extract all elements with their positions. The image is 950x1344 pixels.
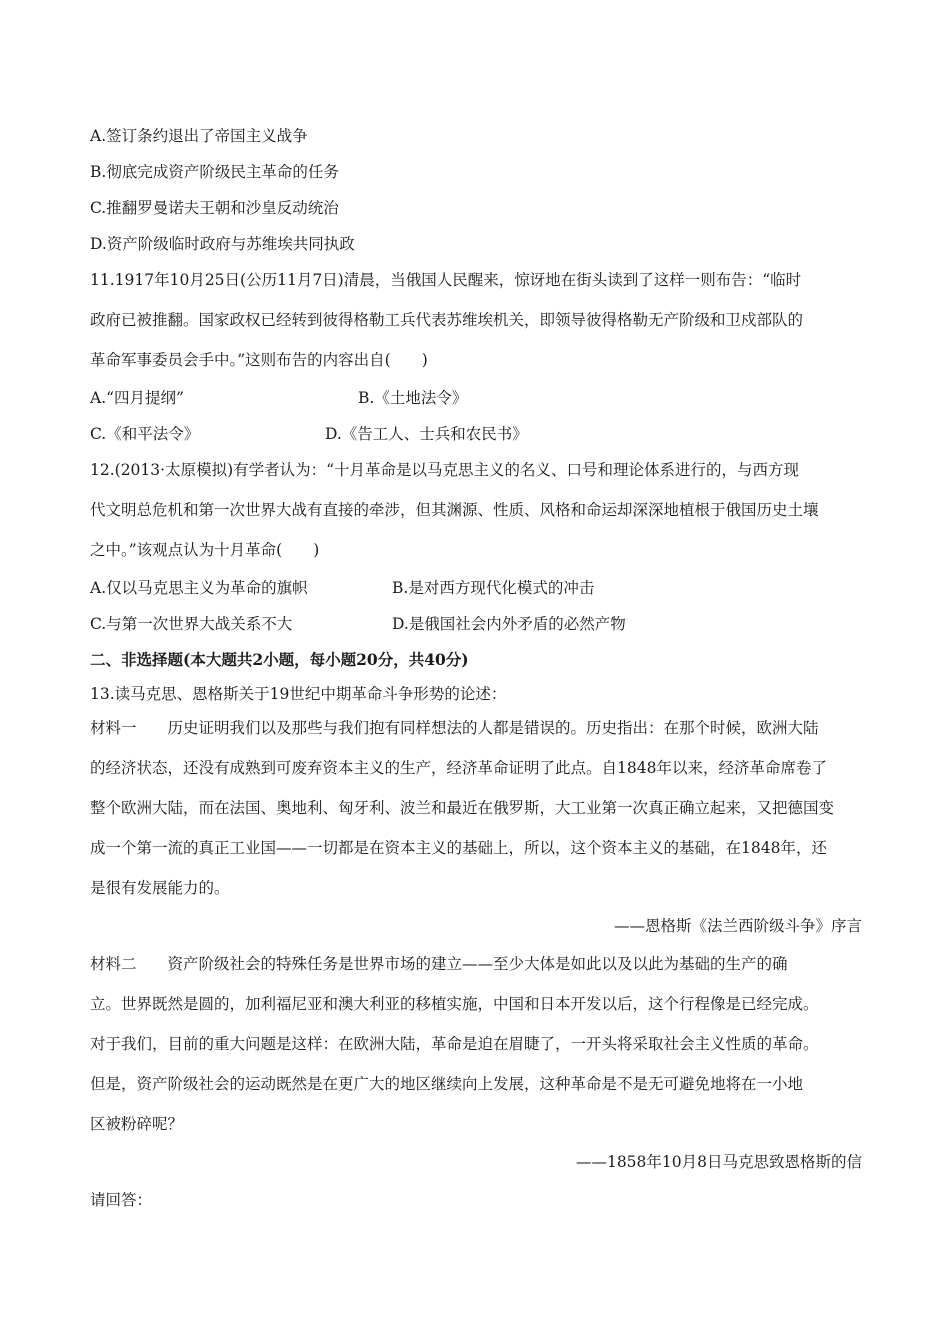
q12-stem-line-2: 代文明总危机和第一次世界大战有直接的牵涉，但其渊源、性质、风格和命运却深深地植根于俄国历史土壤 <box>90 501 819 519</box>
q10-option-c: C.推翻罗曼诺夫王朝和沙皇反动统治 <box>90 199 339 217</box>
material1-source: ——恩格斯《法兰西阶级斗争》序言 <box>613 917 862 935</box>
material2-line-5: 区被粉碎呢？ <box>90 1115 184 1133</box>
q12-stem-line-1: 12.(2013·太原模拟)有学者认为：“十月革命是以马克思主义的名义、口号和理论体系进行的，与西方现 <box>90 461 800 479</box>
q11-stem-line-3: 革命军事委员会手中。”这则布告的内容出自( ) <box>90 351 428 369</box>
q11-option-b: B.《土地法令》 <box>358 389 468 407</box>
material2-source: ——1858年10月8日马克思致恩格斯的信 <box>575 1153 862 1171</box>
q11-option-c: C.《和平法令》 <box>90 425 200 443</box>
answer-prompt: 请回答： <box>90 1191 153 1209</box>
q10-option-a: A.签订条约退出了帝国主义战争 <box>90 127 308 145</box>
material1-line-2: 的经济状态，还没有成熟到可废弃资本主义的生产，经济革命证明了此点。自1848年以来，经济革命席卷了 <box>90 759 827 777</box>
q12-option-a: A.仅以马克思主义为革命的旗帜 <box>90 579 308 597</box>
q10-option-b: B.彻底完成资产阶级民主革命的任务 <box>90 163 339 181</box>
material1-line-1: 材料一 历史证明我们以及那些与我们抱有同样想法的人都是错误的。历史指出：在那个时候，欧洲大陆 <box>90 719 819 737</box>
material1-line-4: 成一个第一流的真正工业国——一切都是在资本主义的基础上，所以，这个资本主义的基础，在1848年，还 <box>90 839 827 857</box>
q11-option-a: A.“四月提纲” <box>90 389 184 407</box>
material2-line-4: 但是，资产阶级社会的运动既然是在更广大的地区继续向上发展，这种革命是不是无可避免地将在一小地 <box>90 1075 804 1093</box>
q11-stem-line-2: 政府已被推翻。国家政权已经转到彼得格勒工兵代表苏维埃机关，即领导彼得格勒无产阶级和卫戍部队的 <box>90 311 804 329</box>
material2-line-2: 立。世界既然是圆的，加利福尼亚和澳大利亚的移植实施，中国和日本开发以后，这个行程像是已经完成。 <box>90 995 819 1013</box>
q11-stem-line-1: 11.1917年10月25日(公历11月7日)清晨，当俄国人民醒来，惊讶地在街头读到了这样一则布告：“临时 <box>90 271 802 289</box>
q12-option-b: B.是对西方现代化模式的冲击 <box>392 579 595 597</box>
q12-option-d: D.是俄国社会内外矛盾的必然产物 <box>392 615 626 633</box>
material2-line-1: 材料二 资产阶级社会的特殊任务是世界市场的建立——至少大体是如此以及以此为基础的生产的确 <box>90 955 788 973</box>
material1-line-5: 是很有发展能力的。 <box>90 879 230 897</box>
material1-line-3: 整个欧洲大陆，而在法国、奥地利、匈牙利、波兰和最近在俄罗斯，大工业第一次真正确立起来，又把德国变 <box>90 799 835 817</box>
q12-stem-line-3: 之中。”该观点认为十月革命( ) <box>90 541 320 559</box>
material2-line-3: 对于我们，目前的重大问题是这样：在欧洲大陆，革命是迫在眉睫了，一开头将采取社会主义性质的革命。 <box>90 1035 819 1053</box>
q12-option-c: C.与第一次世界大战关系不大 <box>90 615 293 633</box>
q11-option-d: D.《告工人、士兵和农民书》 <box>325 425 528 443</box>
q10-option-d: D.资产阶级临时政府与苏维埃共同执政 <box>90 235 355 253</box>
q13-intro: 13.读马克思、恩格斯关于19世纪中期革命斗争形势的论述： <box>90 685 507 703</box>
section-heading: 二、非选择题(本大题共2小题，每小题20分，共40分) <box>90 650 469 669</box>
